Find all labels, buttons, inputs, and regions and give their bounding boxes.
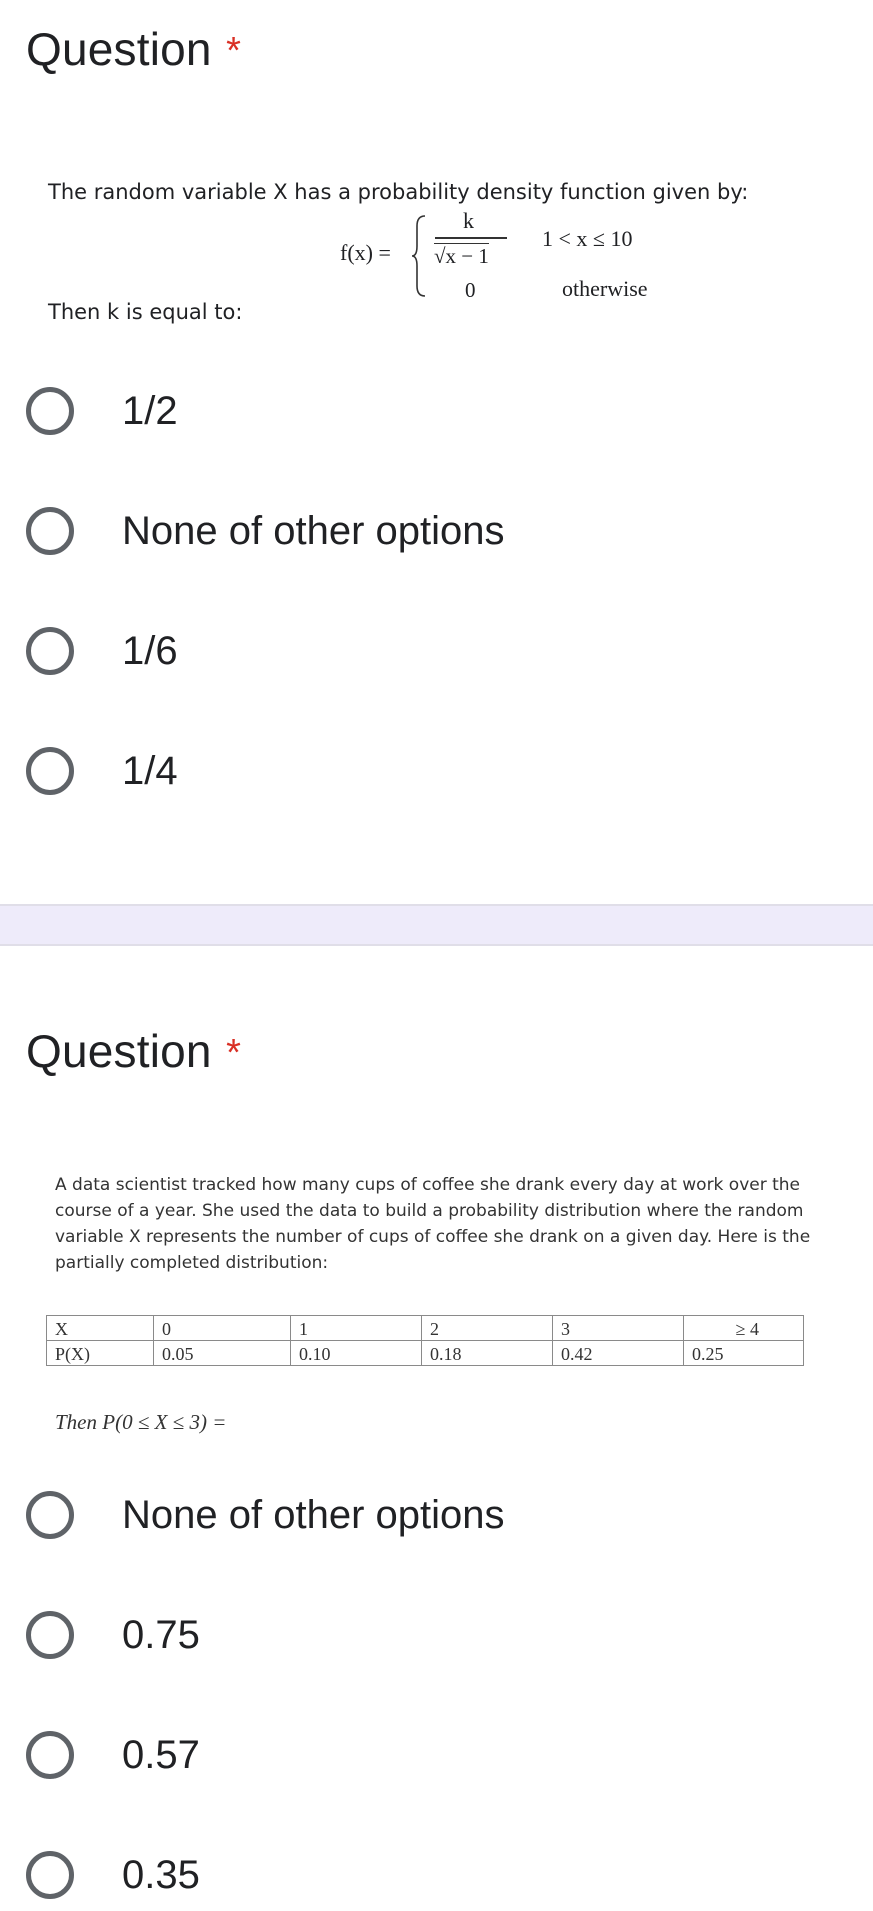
prompt-line: course of a year. She used the data to build a probability distribution where the random [55,1201,804,1221]
question-2-title: Question [26,1025,212,1077]
q2-option-2-label: 0.75 [122,1612,200,1657]
table-cell: 0.42 [553,1341,684,1366]
radio-circle-icon[interactable] [26,507,74,555]
radio-circle-icon[interactable] [26,387,74,435]
radio-circle-icon[interactable] [26,1851,74,1899]
radio-circle-icon[interactable] [26,747,74,795]
formula-lhs: f(x) = [340,240,391,265]
required-asterisk: * [226,30,241,72]
table-cell: 0.25 [684,1341,804,1366]
q2-option-4[interactable] [0,1840,200,1910]
table-cell: 3 [553,1316,684,1341]
q2-option-2[interactable] [0,1600,200,1670]
q2-option-3-label: 0.57 [122,1732,200,1777]
table-cell: 2 [422,1316,553,1341]
radio-circle-icon[interactable] [26,1491,74,1539]
question-1-title: Question [26,23,212,75]
q2-option-1[interactable] [0,1480,504,1550]
question-2-prompt [55,1172,810,1276]
q2-option-1-label: None of other options [122,1492,505,1537]
formula-brace [410,214,428,298]
question-2-followup: Then P(0 ≤ X ≤ 3) = [55,1410,227,1434]
question-1-header [26,22,241,76]
q1-option-4-label: 1/4 [122,748,178,793]
q1-option-3[interactable] [0,616,178,686]
table-cell: 0.10 [291,1341,422,1366]
q1-option-1-label: 1/2 [122,388,178,433]
prompt-line: partially completed distribution: [55,1253,329,1273]
question-1-followup: Then k is equal to: [48,300,243,324]
fraction-bar [435,237,507,239]
table-cell: 0.18 [422,1341,553,1366]
table-row [47,1316,804,1341]
formula-numerator: k [463,208,474,233]
table-header-p: P(X) [47,1341,154,1366]
section-divider [0,904,873,946]
formula-denominator: √x − 1 [434,244,489,268]
case1-condition: 1 < x ≤ 10 [542,226,633,251]
question-2-header [26,1024,241,1078]
case2-value: 0 [465,278,476,302]
q2-option-3[interactable] [0,1720,200,1790]
piecewise-formula [330,206,690,306]
question-1-prompt: The random variable X has a probability density function given by: [48,180,749,204]
table-cell: 0 [154,1316,291,1341]
radio-circle-icon[interactable] [26,627,74,675]
required-asterisk: * [226,1032,241,1074]
prompt-line: variable X represents the number of cups of coffee she drank on a given day. Here is the [55,1227,811,1247]
case2-condition: otherwise [562,276,648,301]
table-row [47,1341,804,1366]
table-cell: 1 [291,1316,422,1341]
prompt-line: A data scientist tracked how many cups of coffee she drank every day at work over the [55,1175,801,1195]
q2-option-4-label: 0.35 [122,1852,200,1897]
table-cell: 0.05 [154,1341,291,1366]
radio-circle-icon[interactable] [26,1731,74,1779]
table-header-x: X [47,1316,154,1341]
radio-circle-icon[interactable] [26,1611,74,1659]
q1-option-1[interactable] [0,376,178,446]
table-cell: ≥ 4 [684,1316,804,1341]
q1-option-2-label: None of other options [122,508,505,553]
q1-option-4[interactable] [0,736,178,806]
distribution-table [46,1315,804,1366]
q1-option-2[interactable] [0,496,504,566]
q1-option-3-label: 1/6 [122,628,178,673]
